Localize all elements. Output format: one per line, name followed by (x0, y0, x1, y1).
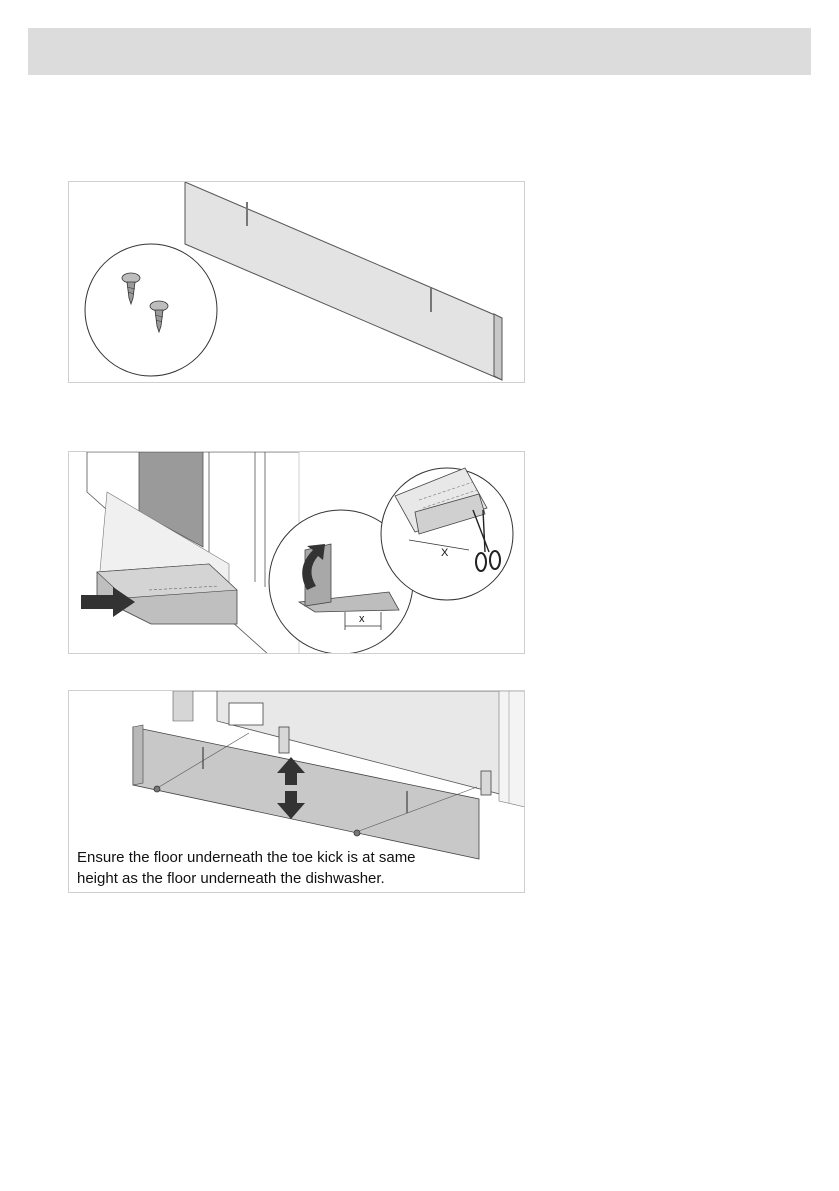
toe-kick-panel (185, 182, 502, 380)
toe-kick-panel-edge (494, 314, 502, 380)
figure-toe-kick-parts (68, 181, 525, 383)
dimension-label-small: x (359, 613, 365, 625)
dimension-label-large: X (441, 547, 449, 559)
mounting-caption-line1: Ensure the floor underneath the toe kick is at same (77, 849, 416, 866)
mounting-caption-line2: height as the floor underneath the dishwasher. (77, 870, 385, 887)
figure-toe-kick-cutting (68, 451, 525, 654)
screws-detail-circle (85, 244, 217, 376)
header-bar (28, 28, 811, 75)
toe-kick-cutting-illustration (69, 452, 525, 654)
figure-toe-kick-mounting (68, 690, 525, 893)
mounting-caption (77, 847, 497, 889)
mounting-bracket (229, 703, 263, 725)
toe-kick-parts-illustration (69, 182, 525, 383)
